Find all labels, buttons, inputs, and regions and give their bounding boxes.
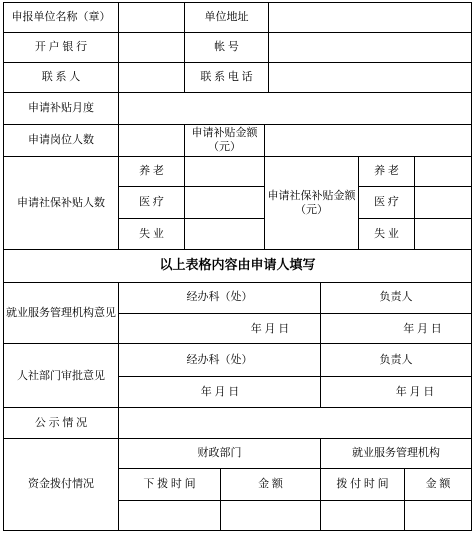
phone-label: 联 系 电 话 <box>200 71 253 83</box>
grid-line <box>3 438 472 439</box>
pension-right: 养 老 <box>374 165 399 177</box>
grid-line <box>264 124 265 125</box>
grid-line <box>118 468 472 469</box>
grid-line <box>264 124 265 249</box>
grid-line <box>118 218 264 219</box>
unemployment-right: 失 业 <box>374 228 399 240</box>
grid-line <box>118 186 264 187</box>
grid-line <box>118 376 472 377</box>
grid-line <box>414 156 415 249</box>
amount-2-label: 金 额 <box>425 478 451 490</box>
social-people-label: 申请社保补贴人数 <box>17 197 105 209</box>
medical-left: 医 疗 <box>139 196 164 208</box>
grid-line <box>3 62 472 63</box>
grid-line <box>471 2 472 531</box>
grid-line <box>3 249 472 250</box>
person-1-label: 负责人 <box>379 291 413 303</box>
pension-left: 养 老 <box>139 165 164 177</box>
grid-line <box>358 186 472 187</box>
grid-line <box>3 407 472 408</box>
grid-line <box>3 124 472 125</box>
grid-line <box>268 2 269 92</box>
date-3: 年 月 日 <box>200 386 240 398</box>
date-2: 年 月 日 <box>403 323 442 335</box>
grid-line <box>358 218 472 219</box>
amount-1-label: 金 额 <box>258 478 283 490</box>
contact-label: 联 系 人 <box>41 71 81 83</box>
grid-line <box>3 92 472 93</box>
date-4: 年 月 日 <box>395 386 435 398</box>
account-label: 帐 号 <box>214 41 239 53</box>
subsidy-amount-label: 申请补贴金额 <box>191 127 258 139</box>
payment-time-label: 拨 付 时 间 <box>336 478 389 490</box>
grid-line <box>3 32 472 33</box>
grid-line <box>3 530 472 531</box>
section-1-label: 经办科（处） <box>186 291 253 303</box>
applicant-name-label: 申报单位名称（章） <box>11 11 111 23</box>
applicant-fill-banner: 以上表格内容由申请人填写 <box>159 257 316 272</box>
publicity-label: 公 示 情 况 <box>34 417 88 429</box>
hr-opinion-label: 人社部门审批意见 <box>17 370 105 382</box>
transfer-time-label: 下 拨 时 间 <box>143 478 196 490</box>
grid-line <box>118 500 472 501</box>
grid-line <box>118 2 119 92</box>
positions-label: 申请岗位人数 <box>28 134 94 146</box>
social-amount-unit: （元） <box>295 204 328 216</box>
grid-line <box>3 282 472 283</box>
grid-line <box>118 313 472 314</box>
grid-line <box>118 282 119 530</box>
unemployment-left: 失 业 <box>139 228 164 240</box>
section-2-label: 经办科（处） <box>186 354 253 366</box>
address-label: 单位地址 <box>204 11 249 23</box>
person-2-label: 负责人 <box>379 354 413 366</box>
month-label: 申请补贴月度 <box>28 102 94 114</box>
grid-line <box>3 2 472 3</box>
bank-label: 开 户 银 行 <box>34 41 88 53</box>
subsidy-amount-unit: （元） <box>208 141 241 153</box>
employment-opinion-label: 就业服务管理机构意见 <box>6 307 116 319</box>
social-amount-label: 申请社保补贴金额 <box>267 190 356 202</box>
grid-line <box>3 156 472 157</box>
date-1: 年 月 日 <box>250 323 290 335</box>
finance-dept-label: 财政部门 <box>197 447 242 459</box>
employment-agency-label: 就业服务管理机构 <box>352 447 440 459</box>
medical-right: 医 疗 <box>374 196 399 208</box>
grid-line <box>3 343 472 344</box>
fund-label: 资金拨付情况 <box>28 478 94 490</box>
